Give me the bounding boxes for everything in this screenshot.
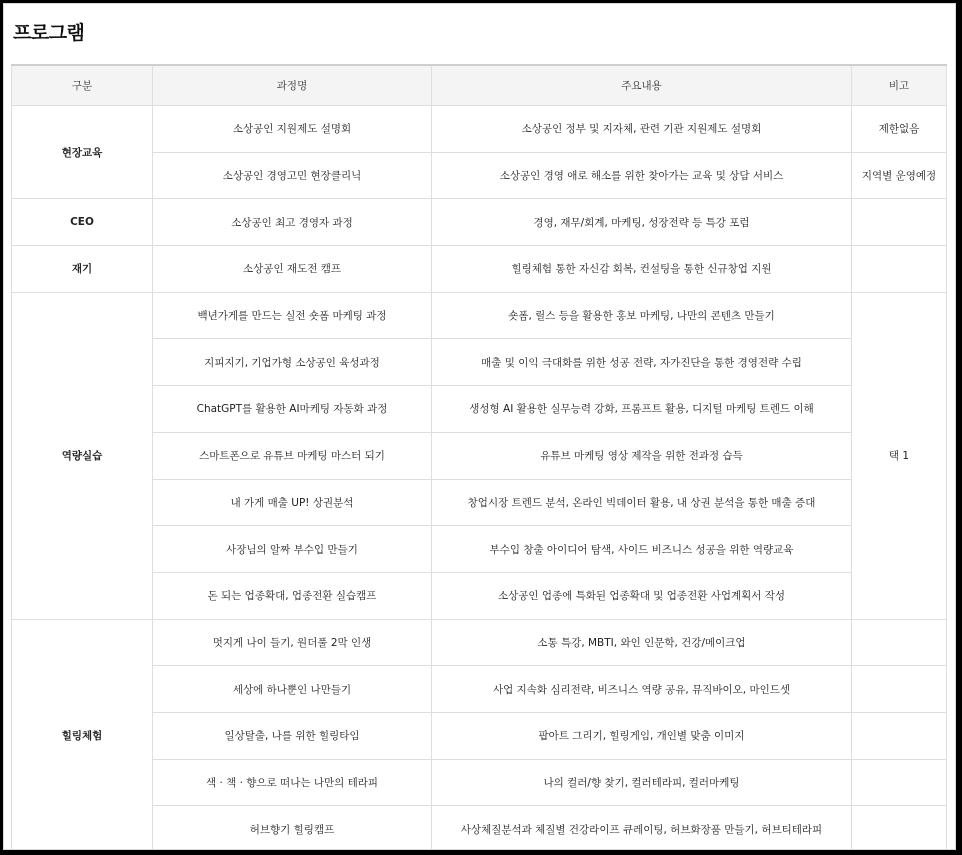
table-row [12, 152, 947, 199]
content-cell: 소상공인 경영 애로 해소를 위한 찾아가는 교육 및 상담 서비스 [432, 152, 852, 199]
content-cell: 나의 컬러/향 찾기, 컬러테라피, 컬러마케팅 [432, 759, 852, 806]
page-frame [3, 3, 956, 850]
note-cell-empty [852, 806, 947, 850]
content-cell: 생성형 AI 활용한 실무능력 강화, 프롬프트 활용, 디지털 마케팅 트렌드 이해 [432, 386, 852, 433]
course-cell: 색 · 책 · 향으로 떠나는 나만의 테라피 [153, 759, 432, 806]
content-cell: 사업 지속화 심리전략, 비즈니스 역량 공유, 뮤직바이오, 마인드셋 [432, 666, 852, 713]
table-row [12, 759, 947, 806]
content-cell: 힐링체험 통한 자신감 회복, 컨설팅을 통한 신규창업 지원 [432, 246, 852, 293]
table-row [12, 432, 947, 479]
content-cell: 숏폼, 릴스 등을 활용한 홍보 마케팅, 나만의 콘텐츠 만들기 [432, 292, 852, 339]
header-category: 구분 [12, 65, 153, 106]
category-cell: CEO [12, 199, 153, 246]
header-course: 과정명 [153, 65, 432, 106]
content-cell: 매출 및 이익 극대화를 위한 성공 전략, 자가진단을 통한 경영전략 수립 [432, 339, 852, 386]
content-cell: 소상공인 정부 및 지자체, 관련 기관 지원제도 설명회 [432, 106, 852, 153]
course-cell: 스마트폰으로 유튜브 마케팅 마스터 되기 [153, 432, 432, 479]
course-cell: 멋지게 나이 들기, 원더풀 2막 인생 [153, 619, 432, 666]
note-cell-empty [852, 759, 947, 806]
course-cell: 소상공인 지원제도 설명회 [153, 106, 432, 153]
content-cell: 소통 특강, MBTI, 와인 인문학, 건강/메이크업 [432, 619, 852, 666]
table-row [12, 339, 947, 386]
table-row [12, 479, 947, 526]
note-cell: 지역별 운영예정 [852, 152, 947, 199]
table-row [12, 619, 947, 666]
table-row [12, 386, 947, 433]
course-cell: 사장님의 알짜 부수입 만들기 [153, 526, 432, 573]
note-cell: 제한없음 [852, 106, 947, 153]
category-cell: 힐링체험 [12, 619, 153, 850]
content-cell: 사상체질분석과 체질별 건강라이프 큐레이팅, 허브화장품 만들기, 허브티테라피 [432, 806, 852, 850]
note-cell-empty [852, 666, 947, 713]
note-cell-empty [852, 199, 947, 246]
course-cell: 허브향기 힐링캠프 [153, 806, 432, 850]
course-cell: 돈 되는 업종확대, 업종전환 실습캠프 [153, 572, 432, 619]
course-cell: ChatGPT를 활용한 AI마케팅 자동화 과정 [153, 386, 432, 433]
note-cell: 택 1 [852, 292, 947, 619]
page-title: 프로그램 [13, 22, 85, 44]
header-content: 주요내용 [432, 65, 852, 106]
course-cell: 소상공인 최고 경영자 과정 [153, 199, 432, 246]
table-row [12, 572, 947, 619]
course-cell: 소상공인 경영고민 현장클리닉 [153, 152, 432, 199]
table-row [12, 712, 947, 759]
content-cell: 부수입 창출 아이디어 탐색, 사이드 비즈니스 성공을 위한 역량교육 [432, 526, 852, 573]
content-cell: 소상공인 업종에 특화된 업종확대 및 업종전환 사업계획서 작성 [432, 572, 852, 619]
table-row [12, 246, 947, 293]
course-cell: 소상공인 재도전 캠프 [153, 246, 432, 293]
table-header-row [12, 65, 947, 106]
course-cell: 백년가게를 만드는 실전 숏폼 마케팅 과정 [153, 292, 432, 339]
category-cell: 현장교육 [12, 106, 153, 199]
note-cell-empty [852, 619, 947, 666]
category-cell: 역량실습 [12, 292, 153, 619]
note-cell-empty [852, 246, 947, 293]
table-row [12, 199, 947, 246]
course-cell: 일상탈출, 나를 위한 힐링타임 [153, 712, 432, 759]
program-table [11, 64, 947, 850]
table-row [12, 666, 947, 713]
content-cell: 팝아트 그리기, 힐링게임, 개인별 맞춤 이미지 [432, 712, 852, 759]
note-cell-empty [852, 712, 947, 759]
course-cell: 내 가게 매출 UP! 상권분석 [153, 479, 432, 526]
course-cell: 세상에 하나뿐인 나만들기 [153, 666, 432, 713]
content-cell: 경영, 재무/회계, 마케팅, 성장전략 등 특강 포럼 [432, 199, 852, 246]
content-cell: 유튜브 마케팅 영상 제작을 위한 전과정 습득 [432, 432, 852, 479]
table-row [12, 292, 947, 339]
table-row [12, 806, 947, 850]
table-row [12, 106, 947, 153]
course-cell: 지피지기, 기업가형 소상공인 육성과정 [153, 339, 432, 386]
content-cell: 창업시장 트렌드 분석, 온라인 빅데이터 활용, 내 상권 분석을 통한 매출 증대 [432, 479, 852, 526]
header-note: 비고 [852, 65, 947, 106]
category-cell: 재기 [12, 246, 153, 293]
table-row [12, 526, 947, 573]
